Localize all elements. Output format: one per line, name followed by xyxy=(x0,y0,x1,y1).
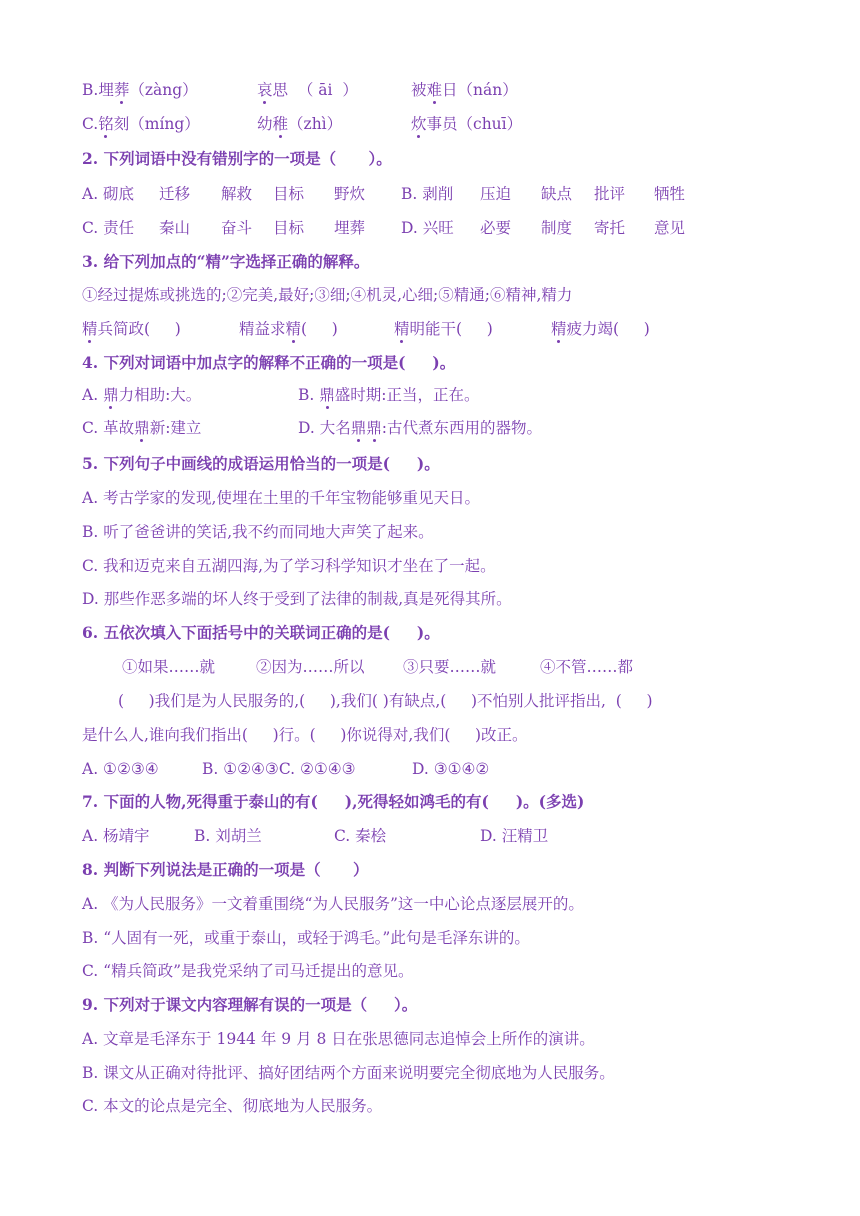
text-line xyxy=(298,418,542,438)
dotted-character: 铭 xyxy=(98,115,114,133)
text-span: B. 剥削 xyxy=(401,185,454,203)
text-line xyxy=(122,657,215,677)
text-span: B. xyxy=(298,386,320,404)
text-span: 8. 判断下列说法是正确的一项是（ ） xyxy=(82,860,369,879)
text-line xyxy=(202,759,356,779)
text-line xyxy=(540,657,633,677)
question-heading xyxy=(82,792,584,812)
text-span: B. 刘胡兰 xyxy=(194,827,262,845)
text-span: ④不管……都 xyxy=(540,658,634,676)
text-line xyxy=(401,184,453,204)
text-span: 思 （ āi ） xyxy=(272,81,358,99)
text-span: 目标 xyxy=(273,219,305,237)
text-span: :古代煮东西用的器物。 xyxy=(381,419,542,437)
text-span: A. xyxy=(82,386,104,404)
text-span: 4. 下列对词语中加点字的解释不正确的一项是( )。 xyxy=(82,353,456,372)
text-span: 7. 下面的人物,死得重于泰山的有( ),死得轻如鸿毛的有( )。(多选) xyxy=(82,792,585,811)
text-line xyxy=(257,80,358,100)
text-span: 3. 给下列加点的“精”字选择正确的解释。 xyxy=(82,252,370,271)
text-line xyxy=(159,184,190,204)
dotted-character: 稚 xyxy=(272,115,289,133)
text-line xyxy=(541,218,572,238)
text-line xyxy=(82,319,181,339)
text-span: （zàng） xyxy=(129,81,198,99)
text-line xyxy=(551,319,650,339)
text-span: 制度 xyxy=(541,219,573,237)
dotted-character: 鼎 xyxy=(319,386,335,404)
text-span: D. 大名 xyxy=(298,419,351,437)
text-span: 批评 xyxy=(594,185,626,203)
text-span: B. 课文从正确对待批评、搞好团结两个方面来说明要完全彻底地为人民服务。 xyxy=(82,1064,615,1082)
text-line xyxy=(82,1029,595,1049)
question-heading xyxy=(82,995,417,1015)
text-span: 野炊 xyxy=(334,185,366,203)
text-span: 必要 xyxy=(480,219,512,237)
text-span: C. 我和迈克来自五湖四海,为了学习科学知识才坐在了一起。 xyxy=(82,557,496,575)
dotted-character: 葬 xyxy=(113,81,130,99)
text-span: 9. 下列对于课文内容理解有误的一项是（ ）。 xyxy=(82,995,418,1014)
text-line xyxy=(194,826,262,846)
text-span: 精益求 xyxy=(239,320,286,338)
text-line xyxy=(334,826,386,846)
text-line xyxy=(594,218,625,238)
text-span: 事员（chuī） xyxy=(426,115,523,133)
text-span: 2. 下列词语中没有错别字的一项是（ ）。 xyxy=(82,149,392,168)
text-span: ②因为……所以 xyxy=(256,658,365,676)
text-span: ①经过提炼或挑选的;②完美,最好;③细;④机灵,心细;⑤精通;⑥精神,精力 xyxy=(82,286,573,304)
text-span: 牺牲 xyxy=(654,185,686,203)
text-span: C. “精兵简政”是我党采纳了司马迁提出的意见。 xyxy=(82,962,414,980)
text-span: B.埋 xyxy=(82,81,114,99)
text-span: 5. 下列句子中画线的成语运用恰当的一项是( )。 xyxy=(82,454,440,473)
text-line xyxy=(82,826,150,846)
text-span: 奋斗 xyxy=(221,219,253,237)
text-span: 寄托 xyxy=(594,219,626,237)
text-line xyxy=(480,184,511,204)
question-heading xyxy=(82,252,369,272)
text-line xyxy=(82,928,530,948)
text-line xyxy=(654,218,685,238)
text-line xyxy=(273,218,304,238)
text-line xyxy=(298,385,480,405)
text-span: C. 本文的论点是完全、彻底地为人民服务。 xyxy=(82,1097,383,1115)
text-span: B. 听了爸爸讲的笑话,我不约而同地大声笑了起来。 xyxy=(82,523,434,541)
text-line xyxy=(412,759,489,779)
text-span: 明能干( ) xyxy=(409,320,493,338)
text-span: ( )我们是为人民服务的,( ),我们( )有缺点,( )不怕别人批评指出, ( ) xyxy=(118,692,653,710)
text-span: 被 xyxy=(411,81,427,99)
dotted-character: 精 xyxy=(82,320,98,338)
text-line xyxy=(239,319,338,339)
dotted-character: 炊 xyxy=(411,115,427,133)
question-heading xyxy=(82,623,440,643)
text-span: 刻（míng） xyxy=(113,115,200,133)
text-span: 兵简政( ) xyxy=(97,320,181,338)
text-line xyxy=(411,80,518,100)
question-heading xyxy=(82,454,440,474)
text-line xyxy=(480,218,511,238)
text-line xyxy=(221,184,252,204)
text-span: 迁移 xyxy=(159,185,191,203)
text-line xyxy=(82,589,512,609)
text-span: 秦山 xyxy=(159,219,191,237)
question-heading xyxy=(82,860,368,880)
text-line xyxy=(82,184,134,204)
text-line xyxy=(654,184,685,204)
text-line xyxy=(394,319,493,339)
text-line xyxy=(82,1096,382,1116)
dotted-character: 鼎 xyxy=(103,386,119,404)
text-span: D. 兴旺 xyxy=(401,219,454,237)
text-line xyxy=(82,114,200,134)
text-line xyxy=(82,218,134,238)
text-line xyxy=(82,759,159,779)
text-line xyxy=(480,826,548,846)
text-line xyxy=(82,285,572,305)
text-span: 意见 xyxy=(654,219,686,237)
text-span: 新:建立 xyxy=(149,419,202,437)
text-line xyxy=(82,725,528,745)
question-heading xyxy=(82,353,455,373)
text-span: A. 杨靖宇 xyxy=(82,827,150,845)
text-span: 疲力竭( ) xyxy=(566,320,650,338)
text-line xyxy=(221,218,252,238)
dotted-character: 难 xyxy=(426,81,443,99)
text-span: 盛时期:正当，正在。 xyxy=(334,386,480,404)
text-line xyxy=(82,488,480,508)
text-span: C. 革故 xyxy=(82,419,135,437)
text-line xyxy=(82,556,496,576)
text-span: D. 那些作恶多端的坏人终于受到了法律的制裁,真是死得其所。 xyxy=(82,590,512,608)
text-span: A. ①②③④ xyxy=(82,760,159,778)
text-span: A. 《为人民服务》一文着重围绕“为人民服务”这一中心论点逐层展开的。 xyxy=(82,895,584,913)
text-line xyxy=(273,184,304,204)
text-span: 日（nán） xyxy=(442,81,518,99)
text-span: C. 责任 xyxy=(82,219,135,237)
text-span: A. 文章是毛泽东于 1944 年 9 月 8 日在张思德同志追悼会上所作的演讲。 xyxy=(82,1030,595,1048)
dotted-character: 鼎 xyxy=(134,419,150,437)
text-line xyxy=(118,691,653,711)
dotted-character: 精 xyxy=(394,320,410,338)
text-span: 压迫 xyxy=(480,185,512,203)
text-line xyxy=(403,657,496,677)
text-line xyxy=(256,657,365,677)
text-span: D. 汪精卫 xyxy=(480,827,549,845)
text-span: 解救 xyxy=(221,185,253,203)
text-line xyxy=(159,218,190,238)
text-line xyxy=(82,385,201,405)
text-span: ( ) xyxy=(301,320,338,338)
text-span: 目标 xyxy=(273,185,305,203)
text-span: A. 砌底 xyxy=(82,185,135,203)
text-span: 力相助:大。 xyxy=(118,386,202,404)
text-line xyxy=(82,961,414,981)
text-span: B. “人固有一死，或重于泰山，或轻于鸿毛。”此句是毛泽东讲的。 xyxy=(82,929,530,947)
text-line xyxy=(82,894,584,914)
text-line xyxy=(401,218,454,238)
text-span: C. 秦桧 xyxy=(334,827,387,845)
text-line xyxy=(82,418,201,438)
text-span: B. ①②④③C. ②①④③ xyxy=(202,760,356,778)
dotted-character: 鼎 xyxy=(350,419,367,437)
text-line xyxy=(411,114,522,134)
text-span: C. xyxy=(82,115,99,133)
text-span: 6. 五依次填入下面括号中的关联词正确的是( )。 xyxy=(82,623,440,642)
text-span: D. ③①④② xyxy=(412,760,490,778)
question-heading xyxy=(82,149,392,169)
text-line xyxy=(82,522,434,542)
text-line xyxy=(541,184,572,204)
text-line xyxy=(82,80,198,100)
text-span: （zhì） xyxy=(288,115,343,133)
text-line xyxy=(257,114,342,134)
text-span: ③只要……就 xyxy=(403,658,497,676)
text-span: A. 考古学家的发现,使埋在土里的千年宝物能够重见天日。 xyxy=(82,489,480,507)
text-span: 是什么人,谁向我们指出( )行。( )你说得对,我们( )改正。 xyxy=(82,726,528,744)
dotted-character: 鼎 xyxy=(366,419,382,437)
dotted-character: 哀 xyxy=(257,81,273,99)
text-line xyxy=(334,218,365,238)
text-line xyxy=(82,1063,615,1083)
text-span: 埋葬 xyxy=(334,219,366,237)
text-span: ①如果……就 xyxy=(122,658,216,676)
text-span: 缺点 xyxy=(541,185,573,203)
text-line xyxy=(594,184,625,204)
dotted-character: 精 xyxy=(285,320,302,338)
text-span: 幼 xyxy=(257,115,273,133)
text-line xyxy=(334,184,365,204)
dotted-character: 精 xyxy=(551,320,567,338)
